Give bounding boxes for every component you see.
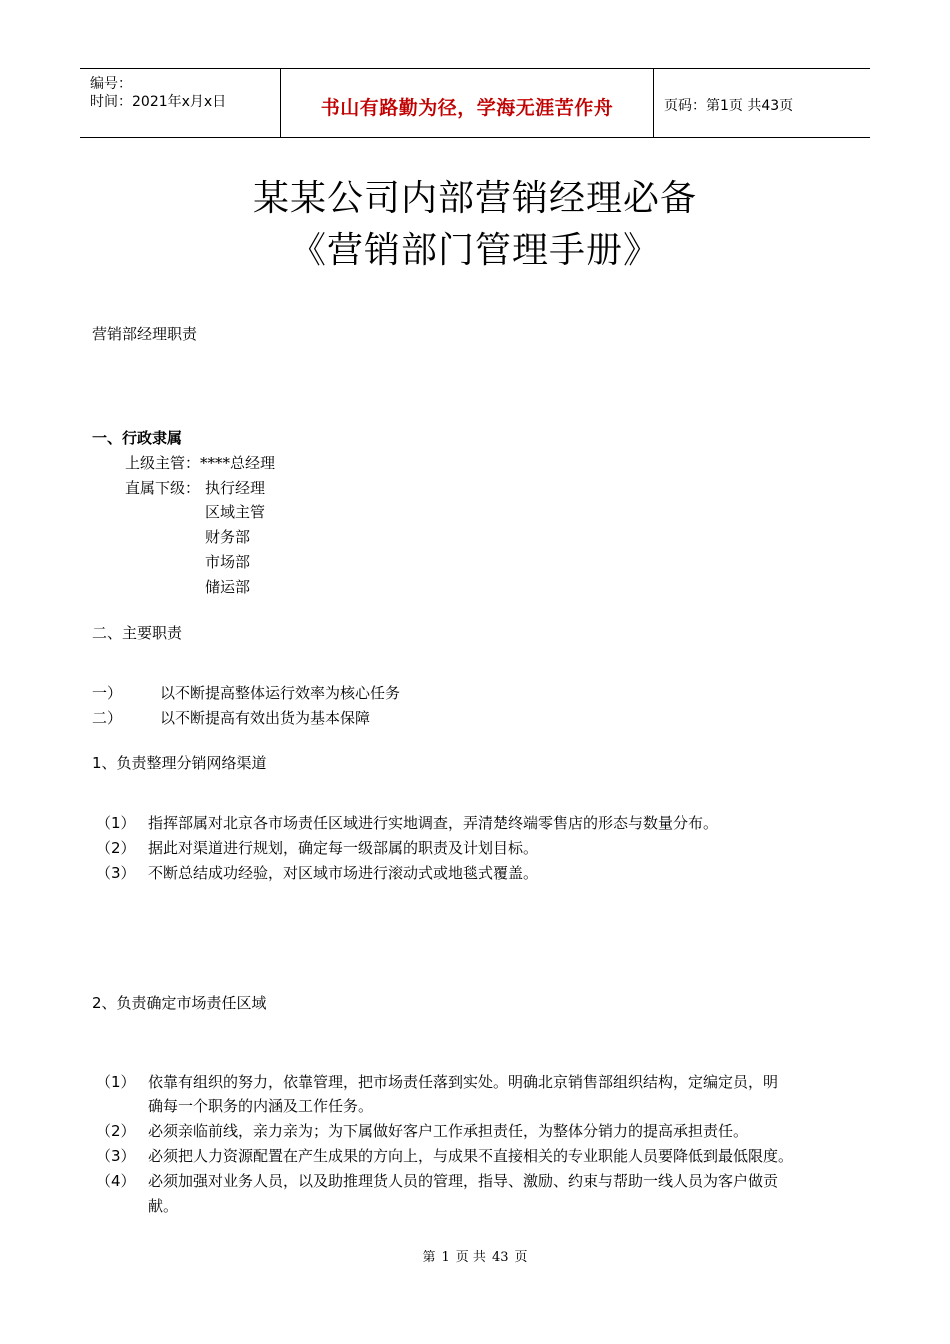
document-number-label: 编号：: [90, 76, 132, 92]
list-item: 据此对渠道进行规划，确定每一级部属的职责及计划目标。: [148, 839, 539, 857]
superior-line: 上级主管：****总经理: [125, 454, 276, 472]
header-page-cell: [654, 69, 870, 137]
document-title-line2: 《营销部门管理手册》: [289, 230, 660, 271]
list-num: （2）: [96, 839, 136, 857]
document-title-line1: 某某公司内部营销经理必备: [252, 178, 697, 219]
header-page-info: 页码：第1页 共43页: [664, 98, 794, 114]
list-num: （3）: [96, 1147, 136, 1165]
list-item: 必须把人力资源配置在产生成果的方向上，与成果不直接相关的专业职能人员要降低到最低限度。: [148, 1147, 794, 1165]
point-num: 二）: [92, 709, 123, 727]
subordinate-item: 市场部: [205, 553, 251, 571]
header-motto: 书山有路勤为径，学海无涯苦作舟: [320, 97, 614, 119]
point-text: 以不断提高整体运行效率为核心任务: [160, 684, 401, 702]
footer-page-number: 1: [441, 1250, 450, 1265]
list-num: （3）: [96, 864, 136, 882]
point-num: 一）: [92, 684, 123, 702]
section1-heading: 一、行政隶属: [92, 429, 183, 447]
subordinates-label: 直属下级：: [125, 479, 201, 497]
list-item: 必须加强对业务人员，以及助推理货人员的管理，指导、激励、约束与帮助一线人员为客户做贡: [148, 1172, 779, 1190]
subordinate-item: 区域主管: [205, 503, 266, 521]
list-item: 必须亲临前线，亲力亲为；为下属做好客户工作承担责任，为整体分销力的提高承担责任。: [148, 1122, 749, 1140]
duty1-heading: 1、负责整理分销网络渠道: [92, 754, 267, 772]
list-num: （1）: [96, 1073, 136, 1091]
subordinate-item: 储运部: [205, 578, 251, 596]
footer-mid: 页 共: [455, 1250, 486, 1265]
subordinate-item: 执行经理: [205, 479, 266, 497]
duty2-heading: 2、负责确定市场责任区域: [92, 994, 267, 1012]
list-item: 指挥部属对北京各市场责任区域进行实地调查，弄清楚终端零售店的形态与数量分布。: [148, 814, 719, 832]
document-time: 时间：2021年x月x日: [90, 94, 227, 110]
section2-heading: 二、主要职责: [92, 624, 183, 642]
subordinate-item: 财务部: [205, 528, 251, 546]
page-footer: [0, 1246, 950, 1265]
list-item-continued: 确每一个职务的内涵及工作任务。: [148, 1097, 374, 1115]
intro-text: 营销部经理职责: [92, 325, 198, 343]
list-num: （1）: [96, 814, 136, 832]
list-num: （4）: [96, 1172, 136, 1190]
list-item: 不断总结成功经验，对区域市场进行滚动式或地毯式覆盖。: [148, 864, 539, 882]
list-item-continued: 献。: [148, 1197, 179, 1215]
list-item: 依靠有组织的努力，依靠管理，把市场责任落到实处。明确北京销售部组织结构，定编定员，明: [148, 1073, 779, 1091]
document-header: [80, 68, 870, 138]
footer-total-pages: 43: [491, 1250, 509, 1265]
header-motto-cell: [281, 69, 654, 137]
header-meta-cell: [80, 69, 281, 137]
footer-prefix: 第: [422, 1250, 436, 1265]
footer-suffix: 页: [514, 1250, 528, 1265]
point-text: 以不断提高有效出货为基本保障: [160, 709, 371, 727]
list-num: （2）: [96, 1122, 136, 1140]
